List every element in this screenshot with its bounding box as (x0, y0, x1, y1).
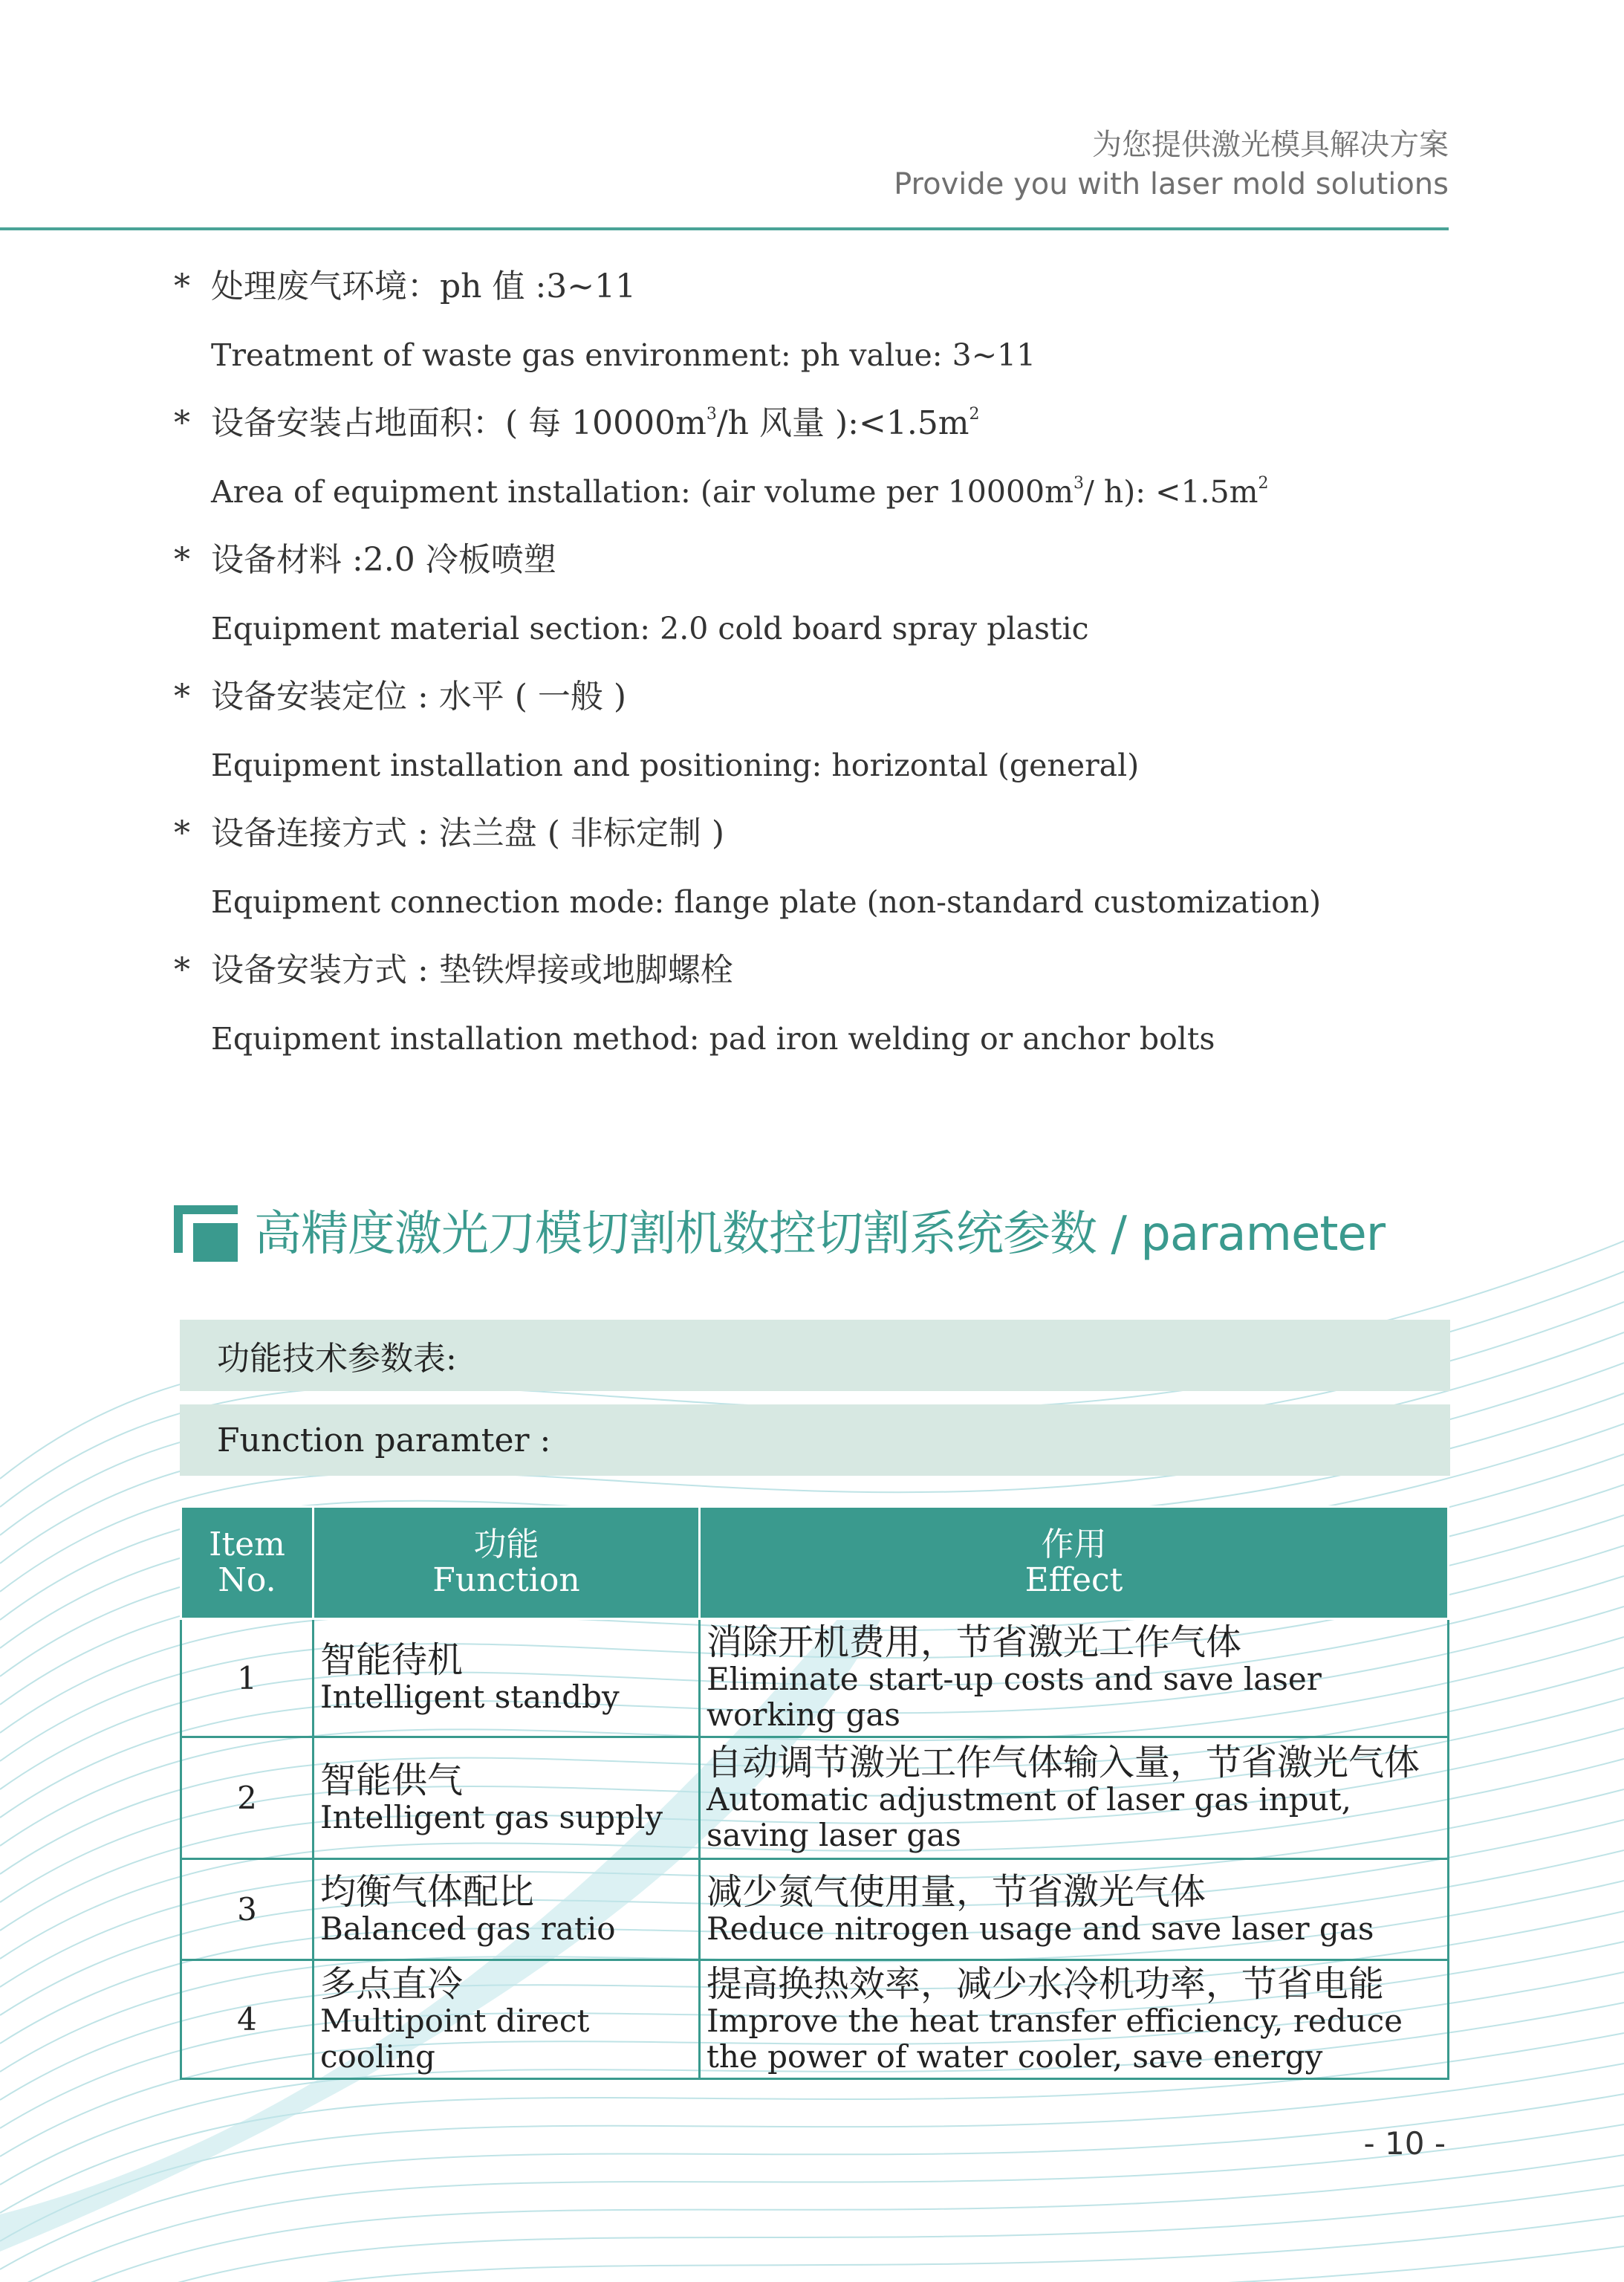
cell-function: 智能待机 Intelligent standby (314, 1619, 700, 1737)
cell-effect: 自动调节激光工作气体输入量，节省激光气体 Automatic adjustment of laser gas input, saving laser gas (700, 1737, 1449, 1859)
header-effect: 作用 Effect (700, 1507, 1449, 1619)
cell-effect: 减少氮气使用量，节省激光气体 Reduce nitrogen usage and save laser gas (700, 1859, 1449, 1960)
header-item-no: Item No. (181, 1507, 314, 1619)
table-caption-en: Function paramter : (180, 1404, 1450, 1476)
spec-item (174, 936, 1437, 1073)
table-header-row (181, 1507, 1449, 1619)
cell-no: 4 (181, 1960, 314, 2079)
spec-cn-part: /h 风量 ):<1.5m (716, 404, 969, 442)
cell-no: 3 (181, 1859, 314, 1960)
spec-cn: 设备安装定位 : 水平 ( 一般 ) (211, 678, 627, 716)
spec-en: Treatment of waste gas environment: ph value: 3~11 (211, 337, 1036, 373)
spec-en: Equipment connection mode: flange plate (non-standard customization) (211, 884, 1322, 920)
superscript: 2 (1258, 474, 1269, 493)
wave-line (0, 2185, 1624, 2282)
table-row (181, 1859, 1449, 1960)
header-slogan-cn: 为您提供激光模具解决方案 (1092, 128, 1449, 162)
spec-en-part: Area of equipment installation: (air volume per 10000m (211, 474, 1074, 510)
spec-list (174, 253, 1437, 1073)
cell-effect: 消除开机费用，节省激光工作气体 Eliminate start-up costs and save laser working gas (700, 1619, 1449, 1737)
wave-line (0, 2246, 1624, 2282)
bullet-star: * (174, 678, 190, 716)
page-header (894, 125, 1449, 204)
superscript: 2 (969, 405, 980, 424)
table-row (181, 1960, 1449, 2079)
cell-no: 2 (181, 1737, 314, 1859)
bracket-square-icon (174, 1196, 239, 1263)
superscript: 3 (1074, 474, 1085, 493)
table-row (181, 1619, 1449, 1737)
header-slogan-en: Provide you with laser mold solutions (894, 167, 1449, 201)
spec-cn: 设备连接方式 : 法兰盘 ( 非标定制 ) (211, 814, 725, 852)
cell-function: 均衡气体配比 Balanced gas ratio (314, 1859, 700, 1960)
bullet-star: * (174, 951, 190, 989)
cell-function: 多点直冷 Multipoint direct cooling (314, 1960, 700, 2079)
header-function: 功能 Function (314, 1507, 700, 1619)
spec-item (174, 526, 1437, 663)
spec-cn: 设备材料 :2.0 冷板喷塑 (211, 541, 556, 579)
cell-effect: 提高换热效率，减少水冷机功率，节省电能 Improve the heat transfer efficiency, reduce the power of water cooler, save energy (700, 1960, 1449, 2079)
cell-no: 1 (181, 1619, 314, 1737)
spec-cn-part: 设备安装占地面积：( 每 10000m (211, 404, 707, 442)
spec-en-part: / h): <1.5m (1084, 474, 1258, 510)
spec-en: Equipment installation method: pad iron welding or anchor bolts (211, 1021, 1215, 1057)
table-caption-cn: 功能技术参数表: (180, 1320, 1450, 1391)
header-divider (0, 227, 1449, 230)
spec-item (174, 253, 1437, 389)
bullet-star: * (174, 814, 190, 852)
spec-en: Equipment material section: 2.0 cold board spray plastic (211, 611, 1089, 646)
section-heading (174, 1189, 1385, 1271)
cell-function: 智能供气 Intelligent gas supply (314, 1737, 700, 1859)
spec-cn: 设备安装方式 : 垫铁焊接或地脚螺栓 (211, 951, 733, 989)
page-number: - 10 - (1363, 2125, 1446, 2162)
spec-item (174, 389, 1437, 526)
wave-line (0, 2155, 1624, 2282)
bullet-star: * (174, 541, 190, 579)
bullet-star: * (174, 404, 190, 442)
spec-item (174, 800, 1437, 936)
spec-item (174, 663, 1437, 800)
spec-en: Equipment installation and positioning: horizontal (general) (211, 748, 1140, 783)
superscript: 3 (706, 405, 717, 424)
table-row (181, 1737, 1449, 1859)
bullet-star: * (174, 268, 190, 305)
function-table (180, 1505, 1449, 2080)
section-title: 高精度激光刀模切割机数控切割系统参数 / parameter (254, 1207, 1386, 1262)
spec-cn: 处理废气环境：ph 值 :3~11 (211, 268, 637, 305)
